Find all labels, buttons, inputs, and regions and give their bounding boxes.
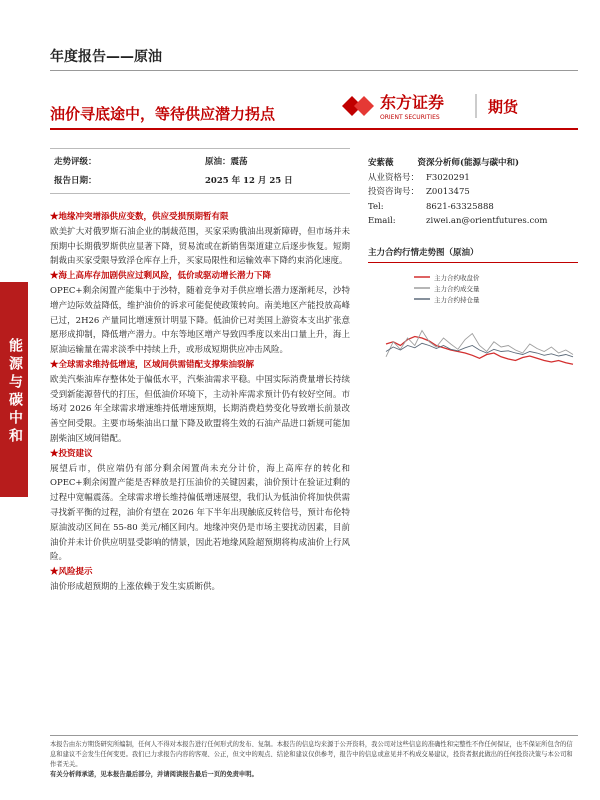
side-category-label: 能源与碳中和 [0,282,28,497]
analyst-details [368,171,547,229]
section [50,269,350,358]
header-divider [50,70,578,71]
legend-label: 主力合约成交量 [434,285,480,293]
analyst-row-label: Tel: [368,201,384,212]
analyst-header [368,156,578,171]
section [50,210,350,269]
logo-en-text: ORIENT SECURITIES [380,114,440,121]
section-title: ★全球需求维持低增速，区域间供需错配支撑柴油裂解 [50,359,255,370]
section [50,358,350,447]
legend-label: 主力合约持仓量 [434,296,480,304]
section-body: 油价形成超预期的上涨依赖于发生实质断供。 [50,581,221,592]
date-label: 报告日期： [54,176,97,186]
disclaimer-note: 有关分析师承诺，见本报告最后部分，并请阅读报告最后一页的免责申明。 [50,771,258,778]
analyst-row-label: 投资咨询号： [368,187,420,198]
legend-label: 主力合约收盘价 [434,274,480,282]
price-chart [378,268,578,388]
report-body [50,210,350,595]
section-body: 欧美扩大对俄罗斯石油企业的制裁范围，买家采购俄油出现新障碍，但市场并未预期中长期俄罗斯供应显著下降，贸易流或在新销售渠道建立后逐步恢复。短期制裁由买家受限导致浮仓库存上升，买家局限性和运输效率下降约束消化速度。 [50,226,350,267]
section-title: ★地缘冲突增添供应变数，供应受损预期暂有限 [50,212,229,222]
meta-bottom-line [50,193,350,194]
section [50,565,350,595]
disclaimer [50,740,578,780]
section-body: OPEC+剩余闲置产能集中于沙特，随着竞争对手供应增长潜力逐渐耗尽，沙特增产边际效益降低，维护油价的诉求可能促使政策转向。南美地区产能投放高峰已过，2H26 产量同比增速预计明显下降。低油价已对美国上游资本支出扩张意愿形成抑制，降低增产潜力。中东等地区增产导致四季度以来出口量上升，海上原油运输量在需求淡季中持续上升，或形成短期供应冲击风险。 [50,285,350,356]
disclaimer-divider [50,735,578,736]
chart-legend [414,273,480,304]
analyst-row [368,185,547,200]
chart-title: 主力合约行情走势图（原油） [368,248,479,258]
analyst-row [368,200,547,215]
meta-top-line [50,148,350,149]
analyst-role: 资深分析师(能源与碳中和) [417,158,520,168]
analyst-row-label: Email: [368,216,396,227]
section-title: ★风险提示 [50,567,93,578]
rating-label: 走势评级： [54,157,97,167]
section-title: ★投资建议 [50,448,93,459]
report-type: 年度报告——原油 [50,49,162,65]
chart-title-line [368,262,578,263]
analyst-row-label: 从业资格号： [368,172,420,183]
logo-division-text: 期货 [488,98,519,116]
analyst-row [368,171,547,186]
date-value: 2025 年 12 月 25 日 [205,176,293,186]
section-body: 展望后市，供应端仍有部分剩余闲置尚未充分计价，海上高库存的转化和 OPEC+剩余闲置产能是否释放是打压油价的关键因素，油价预计在验证过剩的过程中宽幅震荡。全球需求增长维持偏低增速展望，我们认为低油价将加快供需寻找新平衡的过程，油价有望在 2026 年下半年出现触底反转信号，预计布伦特原油波动区间在 55-80 美元/桶区间内。地缘冲突仍是市场主要扰动因素，目前油价并未计价供应明显受影响的情景，因此若地缘风险超预期将构成油价上行风险。 [50,463,350,563]
section [50,447,350,565]
analyst-email[interactable]: ziwei.an@orientfutures.com [426,216,548,227]
analyst-row-value: F3020291 [426,172,470,183]
title-divider [50,128,578,130]
section-title: ★海上高库存加剧供应过剩风险，低价或驱动增长潜力下降 [50,271,272,282]
analyst-row-value: Z0013475 [426,187,470,198]
analyst-row-value: 8621-63325888 [426,201,494,212]
disclaimer-text: 本报告由东方期货研究所编制，任何人不得对本报告进行任何形式的发布、复制。本报告的信息均来源于公开资料，我公司对这些信息的准确性和完整性不作任何保证，也不保证所包含的信息和建议不会发生任何变更。我们已力求报告内容的客观、公正，但文中的观点、结论和建议仅供参考，报告中的信息或意见并不构成交易建议，投资者据此做出的任何投资决策与本公司和作者无关。 [50,741,573,768]
orient-logo-icon [338,88,578,124]
section-body: 欧美汽柴油库存整体处于偏低水平，汽柴油需求平稳。中国实际消费量增长持续受到新能源替代的打压，但低油价环境下，主动补库需求预计仍有较好空间。市场对 2026 年全球需求增速维持低增速预期，长期消费趋势变化导致增长前景改善空间受限。主要市场柴油出口量下降及欧盟将生效的石油产品进口新规可能加剧柴油区域间错配。 [50,374,350,444]
rating-value: 原油：震荡 [205,157,248,167]
analyst-info [368,156,578,229]
logo-cn-text: 东方证券 [380,93,445,112]
brand-logo [338,88,578,124]
page-title: 油价寻底途中，等待供应潜力拐点 [50,105,276,123]
analyst-row [368,214,547,229]
analyst-name: 安紫薇 [368,158,394,168]
